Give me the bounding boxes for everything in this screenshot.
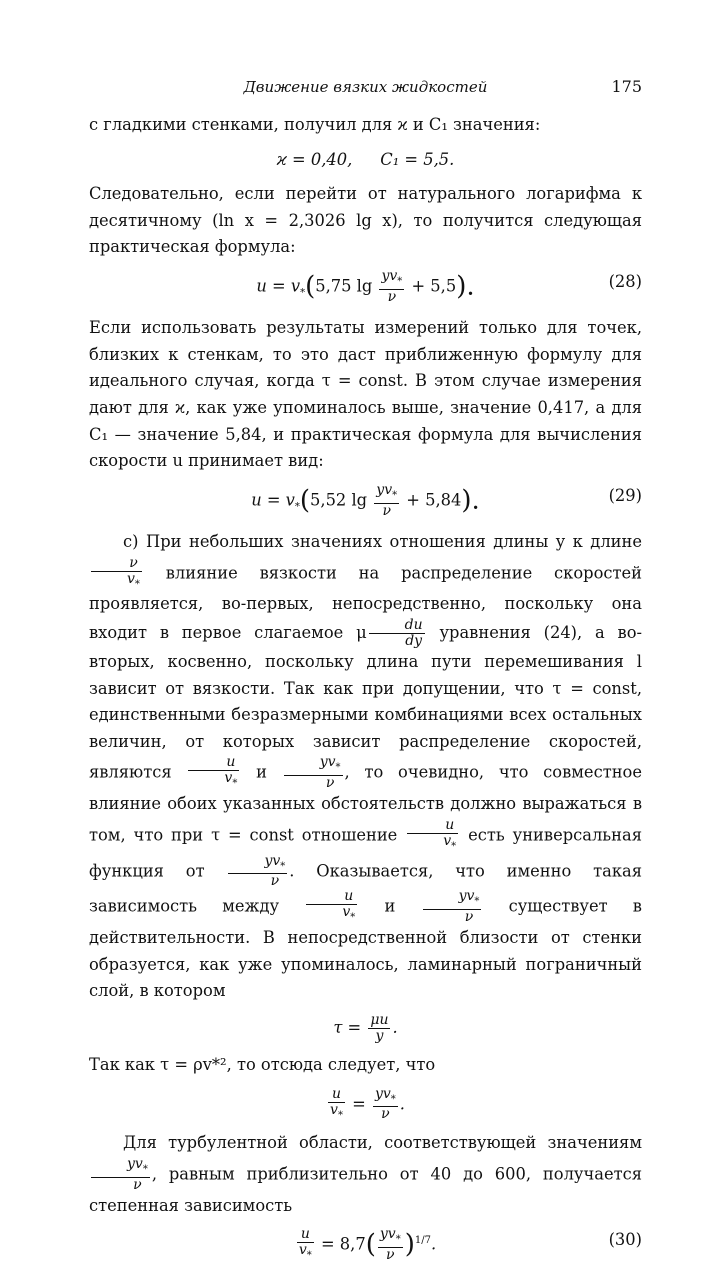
equation-28: $u = v_*(5,75$ lg $\frac{yv_*}{\nu}$ + 5,5). (28) (256, 267, 642, 305)
fraction: $\frac{yv_*}{\nu}$ (374, 1085, 396, 1123)
paragraph-4: c) При небольших значениях отношения длины y к длине $\frac{\nu}{v_*}$ влияние вязкости на распределение скоростей проявляется, во-первых, непосредственно, поскольку она входит в первое слагаемое μ $\frac{du}{dy}$ уравнения (24), а во-вторых, косвенно, поскольку длина пути перемешивания l зависит от вязкости. Так как при допущении, что τ = const, единственными безразмерными комбинациями всех остальных величин, от которых зависит распределение скоростей, являются $\frac{u}{v_*}$ и $\frac{yv_*}{\nu}$ , то очевидно, что совместное влияние обоих указанных обстоятельств должно выражаться в том, что при τ = const отношение $\frac{u}{v_*}$ есть универсальная функция от $\frac{yv_*}{\nu}$ . Оказывается, что именно такая зависимость между $\frac{u}{v_*}$ и $\frac{yv_*}{\nu}$ существует в действительности. В непосредственной близости от стенки образуется, как уже упоминалось, ламинарный пограничный слой, в котором (89, 532, 643, 1001)
fraction: $\frac{u}{v_*}$ (188, 755, 239, 791)
paragraph-3: Если использовать результаты измерений только для точек, близких к стенкам, то это даст приближенную формулу для идеального случая, когда τ = const. В этом случае измерения дают для ϰ, как уже упоминалось выше, значение 0,417, а для C₁ — значение 5,84, и практическая формула для вычисления скорости u принимает вид: (89, 318, 642, 471)
fraction: $\frac{\nu}{v_*}$ (91, 556, 142, 592)
fraction: $\frac{yv_*}{\nu}$ (379, 1226, 401, 1264)
fraction: $\frac{u}{v_*}$ (407, 818, 458, 854)
fraction: $\frac{yv_*}{\nu}$ (91, 1157, 150, 1193)
page-number: 175 (611, 77, 642, 96)
equation-number: (30) (608, 1230, 642, 1250)
fraction: $\frac{u}{v_*}$ (298, 1226, 312, 1262)
fraction: $\frac{yv_*}{\nu}$ (228, 854, 287, 890)
paragraph-5: Так как τ = ρv*², то отсюда следует, что (89, 1054, 436, 1074)
fraction: $\frac{yv_*}{\nu}$ (376, 481, 398, 519)
fraction: $\frac{yv_*}{\nu}$ (284, 755, 343, 791)
fraction: $\frac{yv_*}{\nu}$ (381, 267, 403, 305)
fraction: $\frac{u}{v_*}$ (330, 1085, 343, 1121)
paragraph-6: Для турбулентной области, соответствующей значениям $\frac{yv_*}{\nu}$ , равным приблизительно от 40 до 600, получается степенная зависимость (89, 1133, 642, 1215)
equation-u-linear: $\frac{u}{v_*}$ = $\frac{yv_*}{\nu}$ . (330, 1085, 405, 1123)
fraction: $\frac{du}{dy}$ (369, 618, 425, 649)
paragraph-1: с гладкими стенками, получил для ϰ и C₁ значения: (89, 115, 541, 134)
page-header (89, 72, 642, 100)
equation-tau: τ = $\frac{\mu u}{y}$ . (333, 1011, 398, 1044)
paragraph-2: Следовательно, если перейти от натурального логарифма к десятичному (ln x = 2,3026 lg x), то получится следующая практическая формула: (89, 184, 642, 257)
equation-constants: ϰ = 0,40, C₁ = 5,5. (276, 149, 455, 169)
equation-number: (28) (608, 271, 642, 291)
fraction: $\frac{\mu u}{y}$ (370, 1011, 389, 1044)
fraction: $\frac{u}{v_*}$ (306, 889, 357, 925)
equation-29: $u = v_*(5,52$ lg $\frac{yv_*}{\nu}$ + 5,84). (29) (251, 481, 642, 519)
running-title: Движение вязких жидкостей (243, 78, 488, 96)
equation-number: (29) (608, 485, 642, 505)
equation-30: $\frac{u}{v_*}$ = 8,7( $\frac{yv_*}{\nu}$ )$^{1/7}$. (30) (298, 1226, 642, 1264)
page (89, 72, 642, 1271)
fraction: $\frac{yv_*}{\nu}$ (423, 889, 482, 925)
